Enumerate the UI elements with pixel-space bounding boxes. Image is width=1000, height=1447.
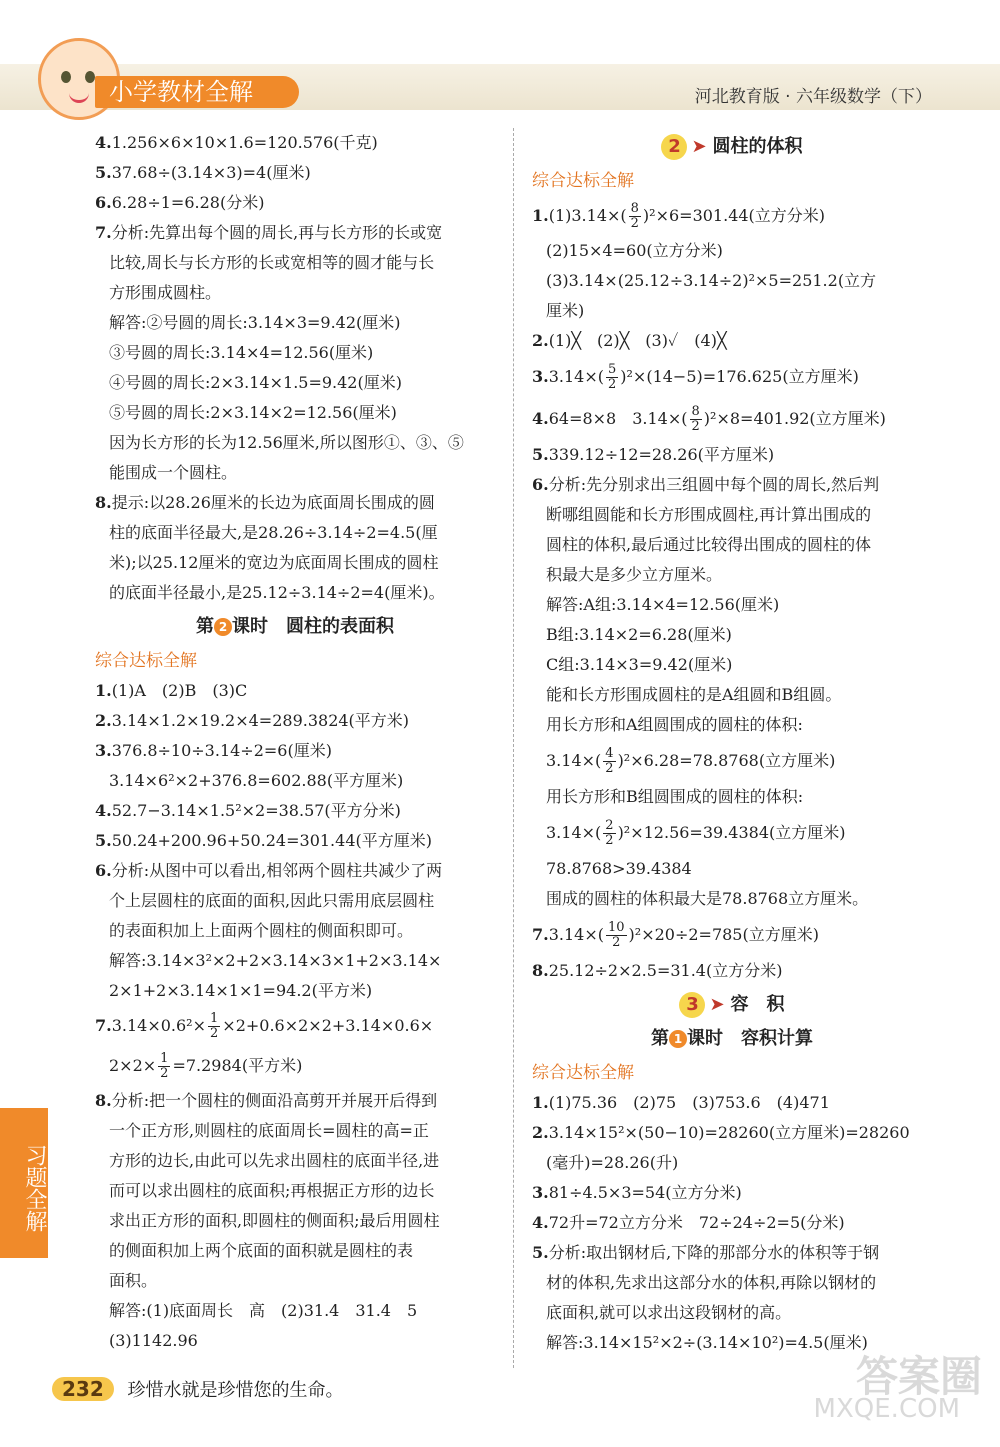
answer-line: 78.8768>39.4384 [546, 859, 692, 878]
footer-slogan: 珍惜水就是珍惜您的生命。 [127, 1380, 344, 1401]
answer-item-1: 1.(1)3.14×( $\frac{8}{2}$ )²×6=301.44(立方分米) [532, 201, 826, 231]
answer-item-3: 3.81÷4.5×3=54(立方分米) [532, 1183, 742, 1202]
edition-label: 河北教育版 · 六年级数学（下） [694, 87, 932, 107]
answer-item-8: 8.提示:以28.26厘米的长边为底面周长围成的圆 柱的底面半径最大,是28.26÷3.14÷2=4.5(厘 米);以25.12厘米的宽边为底面周长围成的圆柱 的底面半径最小,是25.12÷3.14÷2=4(厘米)。 [95, 493, 445, 602]
right-column [532, 128, 932, 1358]
fraction: $\frac{10}{2}$ [607, 920, 625, 950]
arrow-icon: ➤ [709, 994, 725, 1015]
fraction: $\frac{5}{2}$ [607, 362, 617, 392]
answer-text: 方形的边长,由此可以先求出圆柱的底面半径,进 [109, 1151, 440, 1170]
fraction: $\frac{2}{2}$ [605, 818, 614, 848]
answer-text: 个上层圆柱的底面的面积,因此只需用底层圆柱 [109, 891, 435, 910]
answer-text: 而可以求出圆柱的底面积;再根据正方形的边长 [109, 1181, 435, 1200]
answer-item: 5.50.24+200.96+50.24=301.44(平方厘米) [95, 831, 432, 850]
answer-text: 米);以25.12厘米的宽边为底面周长围成的圆柱 [109, 553, 439, 572]
answer-item-7: 7.3.14×( $\frac{10}{2}$ )²×20÷2=785(立方厘米) [532, 920, 819, 950]
answer-text: 一个正方形,则圆柱的底面周长=圆柱的高=正 [109, 1121, 429, 1140]
answer-text: 的表面积加上上面两个圆柱的侧面积即可。 [109, 921, 414, 940]
answer-item: 4.52.7−3.14×1.5²×2=38.57(平方分米) [95, 801, 401, 820]
answer-text: 的侧面积加上两个底面的面积就是圆柱的表 [109, 1241, 414, 1260]
section-title-capacity: 3 ➤ 容 积 [532, 990, 932, 1020]
answer-text: 分析:把一个圆柱的侧面沿高剪开并展开后得到 [111, 1091, 438, 1110]
fraction: $\frac{8}{2}$ [691, 404, 700, 434]
answer-text: C组:3.14×3=9.42(厘米) [546, 655, 733, 674]
answer-item: 2.3.14×1.2×19.2×4=289.3824(平方米) [95, 711, 410, 730]
answer-text: 面积。 [109, 1271, 158, 1290]
answer-line: (3)3.14×(25.12÷3.14÷2)²×5=251.2(立方 [546, 271, 877, 290]
lesson-title-capacity: 第 1 课时 容积计算 [651, 1028, 813, 1049]
answer-item-2: 2.(1)╳ (2)╳ (3)✓ (4)╳ [532, 331, 727, 350]
section-number-badge: 2 [661, 134, 687, 160]
fraction: $\frac{4}{2}$ [605, 746, 614, 776]
answer-text: 解答:②号圆的周长:3.14×3=9.42(厘米) [109, 313, 401, 332]
answer-line: (毫升)=28.26(升) [546, 1153, 679, 1172]
answer-text: B组:3.14×2=6.28(厘米) [546, 625, 732, 644]
column-divider [513, 128, 514, 1368]
answer-text: ⑤号圆的周长:2×3.14×2=12.56(厘米) [109, 403, 397, 422]
answer-item: 5.37.68÷(3.14×3)=4(厘米) [95, 163, 311, 182]
fraction: $\frac{1}{2}$ [210, 1011, 219, 1041]
lesson-number-badge: 1 [669, 1030, 687, 1048]
answer-item-7: 7.分析:先算出每个圆的周长,再与长方形的长或宽 比较,周长与长方形的长或宽相等的圆才能与长 方形围成圆柱。 解答:②号圆的周长:3.14×3=9.42(厘米) ③号圆的周长:3.14×4=12.56(厘米) ④号圆的周长:2×3.14×1.5=9.42(厘米) ⑤号圆的周长:2×3.14×2=12.56(厘米) 因为长方形的长为12.56厘米,所以图形①、③、⑤ 能围成一个圆柱。 [95, 223, 464, 482]
answer-item-8: 8.25.12÷2×2.5=31.4(立方分米) [532, 961, 783, 980]
page-number: 232 [52, 1377, 114, 1401]
watermark-logo: 答案圈 [855, 1352, 982, 1401]
answer-text: 圆柱的体积,最后通过比较得出围成的圆柱的体 [546, 535, 872, 554]
answer-line: 3.14×( $\frac{2}{2}$ )²×12.56=39.4384(立方厘米) [546, 818, 846, 848]
answer-item-6: 6.分析:先分别求出三组圆中每个圆的周长,然后判 断哪组圆能和长方形围成圆柱,再计算出围成的 圆柱的体积,最后通过比较得出围成的圆柱的体 积最大是多少立方厘米。 解答:A组:3.14×4=12.56(厘米) B组:3.14×2=6.28(厘米) C组:3.14×3=9.42(厘米) 能和长方形围成圆柱的是A组圆和B组圆。 用长方形和A组圆围成的圆柱的体积: [532, 475, 880, 734]
answer-text: 解答:3.14×15²×2÷(3.14×10²)=4.5(厘米) [546, 1333, 868, 1352]
answer-text: 底面积,就可以求出这段钢材的高。 [546, 1303, 792, 1322]
answer-text: 能围成一个圆柱。 [109, 463, 238, 482]
section-title-surface-area: 第 2 课时 圆柱的表面积 [196, 616, 394, 637]
answer-text: 分析:先算出每个圆的周长,再与长方形的长或宽 [111, 223, 443, 242]
answer-line: 3.14×( $\frac{4}{2}$ )²×6.28=78.8768(立方厘米) [546, 746, 836, 776]
answer-line: 2×2× $\frac{1}{2}$ =7.2984(平方米) [109, 1051, 303, 1081]
lesson-number-badge: 2 [214, 618, 232, 636]
answer-text: 解答:(1)底面周长 高 (2)31.4 31.4 5 [109, 1301, 418, 1320]
answer-item-6: 6.分析:从图中可以看出,相邻两个圆柱共减少了两 个上层圆柱的底面的面积,因此只需用底层圆柱 的表面积加上上面两个圆柱的侧面积即可。 解答:3.14×3²×2+2×3.14×3×1+2×3.14× 2×1+2×3.14×1×1=94.2(平方米) [95, 861, 443, 1000]
answer-item-7b: 7.3.14×0.6²× $\frac{1}{2}$ ×2+0.6×2×2+3.14×0.6× [95, 1011, 434, 1041]
answer-text: (3)1142.96 [109, 1331, 198, 1350]
answer-item-8b: 8.分析:把一个圆柱的侧面沿高剪开并展开后得到 一个正方形,则圆柱的底面周长=圆柱的高=正 方形的边长,由此可以先求出圆柱的底面半径,进 而可以求出圆柱的底面积;再根据正方形的边长 求出正方形的面积,即圆柱的侧面积;最后用圆柱 的侧面积加上两个底面的面积就是圆柱的表 面积。 解答:(1)底面周长 高 (2)31.4 31.4 5 (3)1142.96 [95, 1091, 440, 1350]
answer-item-2: 2.3.14×15²×(50−10)=28260(立方厘米)=28260 [532, 1123, 910, 1142]
answer-line: 围成的圆柱的体积最大是78.8768立方厘米。 [546, 889, 869, 908]
answer-item-5: 5.339.12÷12=28.26(平方厘米) [532, 445, 775, 464]
answer-text: ③号圆的周长:3.14×4=12.56(厘米) [109, 343, 374, 362]
answer-text: ④号圆的周长:2×3.14×1.5=9.42(厘米) [109, 373, 402, 392]
answer-line: (2)15×4=60(立方分米) [546, 241, 723, 260]
answer-text: 分析:取出钢材后,下降的那部分水的体积等于钢 [548, 1243, 880, 1262]
answer-item-1: 1.(1)75.36 (2)75 (3)753.6 (4)471 [532, 1093, 830, 1112]
answer-text: 分析:从图中可以看出,相邻两个圆柱共减少了两 [111, 861, 443, 880]
answer-line: 厘米) [546, 301, 585, 320]
sub-heading: 综合达标全解 [532, 171, 634, 191]
answer-line: 3.14×6²×2+376.8=602.88(平方厘米) [109, 771, 404, 790]
answer-text: 材的体积,先求出这部分水的体积,再除以钢材的 [546, 1273, 877, 1292]
answer-text: 2×1+2×3.14×1×1=94.2(平方米) [109, 981, 373, 1000]
answer-text: 比较,周长与长方形的长或宽相等的圆才能与长 [109, 253, 435, 272]
arrow-icon: ➤ [691, 136, 707, 157]
answer-item-3: 3.3.14×( $\frac{5}{2}$ )²×(14−5)=176.625(立方厘米) [532, 362, 859, 392]
fraction: $\frac{8}{2}$ [630, 201, 639, 231]
answer-item: 6.6.28÷1=6.28(分米) [95, 193, 265, 212]
answer-item-4: 4.72升=72立方分米 72÷24÷2=5(分米) [532, 1213, 845, 1232]
answer-text: 断哪组圆能和长方形围成圆柱,再计算出围成的 [546, 505, 872, 524]
answer-item-4: 4.64=8×8 3.14×( $\frac{8}{2}$ )²×8=401.92(立方厘米) [532, 404, 886, 434]
section-number-badge: 3 [679, 992, 705, 1018]
sub-heading: 综合达标全解 [532, 1063, 634, 1083]
answer-item: 4.1.256×6×10×1.6=120.576(千克) [95, 133, 378, 152]
answer-text: 求出正方形的面积,即圆柱的侧面积;最后用圆柱 [109, 1211, 440, 1230]
section-title-volume: 2 ➤ 圆柱的体积 [532, 132, 932, 162]
answer-item-5: 5.分析:取出钢材后,下降的那部分水的体积等于钢 材的体积,先求出这部分水的体积,再除以钢材的 底面积,就可以求出这段钢材的高。 解答:3.14×15²×2÷(3.14×10²)=4.5(厘米) [532, 1243, 880, 1352]
answer-item: 3.376.8÷10÷3.14÷2=6(厘米) [95, 741, 332, 760]
answer-line: 用长方形和B组圆围成的圆柱的体积: [546, 787, 804, 806]
answer-text: 方形围成圆柱。 [109, 283, 222, 302]
sub-heading: 综合达标全解 [95, 651, 197, 671]
answer-text: 用长方形和A组圆围成的圆柱的体积: [546, 715, 803, 734]
footer [52, 1376, 343, 1402]
left-column [95, 128, 495, 1356]
answer-text: 积最大是多少立方厘米。 [546, 565, 723, 584]
book-title: 小学教材全解 [95, 76, 299, 108]
answer-text: 解答:A组:3.14×4=12.56(厘米) [546, 595, 780, 614]
answer-item: 1.(1)A (2)B (3)C [95, 681, 248, 700]
answer-text: 分析:先分别求出三组圆中每个圆的周长,然后判 [548, 475, 880, 494]
answer-text: 能和长方形围成圆柱的是A组圆和B组圆。 [546, 685, 842, 704]
answer-text: 解答:3.14×3²×2+2×3.14×3×1+2×3.14× [109, 951, 442, 970]
side-tab: 习题全解 [0, 1108, 48, 1258]
answer-text: 提示:以28.26厘米的长边为底面周长围成的圆 [111, 493, 435, 512]
fraction: $\frac{1}{2}$ [160, 1051, 169, 1081]
answer-text: 柱的底面半径最大,是28.26÷3.14÷2=4.5(厘 [109, 523, 438, 542]
answer-text: 的底面半径最小,是25.12÷3.14÷2=4(厘米)。 [109, 583, 445, 602]
watermark-url: MXQE.COM [813, 1394, 960, 1424]
answer-text: 因为长方形的长为12.56厘米,所以图形①、③、⑤ [109, 433, 464, 452]
